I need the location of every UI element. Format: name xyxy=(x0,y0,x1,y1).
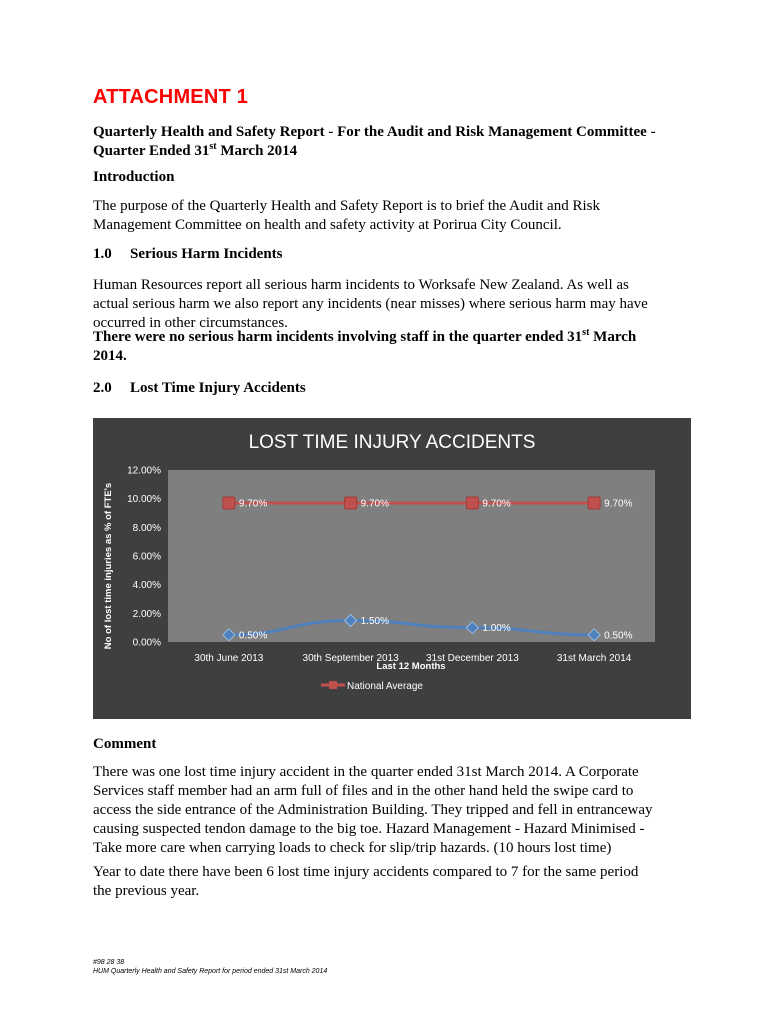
data-label: 9.70% xyxy=(238,498,268,510)
section2-heading xyxy=(93,379,693,398)
comment-paragraph xyxy=(93,763,693,858)
y-tick-label: 12.00% xyxy=(127,465,161,477)
section1-title: Serious Harm Incidents xyxy=(130,246,283,262)
x-tick-label: 31st December 2013 xyxy=(425,653,519,664)
section2-number: 2.0 xyxy=(93,380,112,396)
national-average-point xyxy=(223,497,235,509)
section1-statement-line1: There were no serious harm incidents involving staff in the quarter ended 31st March xyxy=(93,327,637,345)
y-tick-label: 10.00% xyxy=(127,494,161,506)
report-title-line2: Quarter Ended 31st March 2014 xyxy=(93,141,298,159)
lti-chart-svg xyxy=(93,418,691,719)
data-label: 9.70% xyxy=(360,498,389,510)
intro-paragraph xyxy=(93,197,693,235)
section1-paragraph xyxy=(93,276,693,333)
data-label: 1.00% xyxy=(482,623,511,635)
intro-line: The purpose of the Quarterly Health and Safety Report is to brief the Audit and Risk xyxy=(93,198,600,214)
data-label: 0.50% xyxy=(604,630,633,642)
footer-doc-number: #98 28 38 xyxy=(93,959,125,966)
section1-line: actual serious harm we also report any incidents (near misses) where serious harm may have xyxy=(93,296,648,312)
comment-line: There was one lost time injury accident in the quarter ended 31st March 2014. A Corporate xyxy=(93,764,639,780)
y-tick-label: 4.00% xyxy=(132,580,161,592)
data-label: 0.50% xyxy=(238,630,268,642)
intro-heading: Introduction xyxy=(93,169,175,185)
footer-doc-title: HUM Quarterly Health and Safety Report for period ended 31st March 2014 xyxy=(93,968,328,975)
data-label: 1.50% xyxy=(360,616,389,627)
section1-line: Human Resources report all serious harm incidents to Worksafe New Zealand. As well as xyxy=(93,277,629,293)
legend-label: National Average xyxy=(347,681,423,692)
section1-number: 1.0 xyxy=(93,246,112,262)
y-tick-label: 0.00% xyxy=(132,637,161,649)
chart-legend xyxy=(321,681,423,692)
section1-heading xyxy=(93,245,693,264)
ytd-line: the previous year. xyxy=(93,883,200,899)
comment-line: causing suspected tendon damage to the big toe. Hazard Management - Hazard Minimised - xyxy=(93,821,645,837)
attachment-title: ATTACHMENT 1 xyxy=(93,86,248,108)
x-axis-label: Last 12 Months xyxy=(376,661,446,672)
plot-area xyxy=(168,470,655,642)
comment-heading: Comment xyxy=(93,736,157,752)
national-average-point xyxy=(588,497,600,509)
y-tick-label: 8.00% xyxy=(132,522,161,534)
ytd-paragraph xyxy=(93,863,693,901)
comment-line: Services staff member had an arm full of files and in the other hand held the swipe card to xyxy=(93,783,634,799)
y-axis-label: No of lost time injuries as % of FTE's xyxy=(103,482,114,650)
section1-statement xyxy=(93,328,693,366)
footer xyxy=(93,958,327,976)
y-tick-label: 6.00% xyxy=(132,551,161,563)
national-average-point xyxy=(345,497,357,509)
data-label: 9.70% xyxy=(482,498,511,510)
section2-title: Lost Time Injury Accidents xyxy=(130,380,306,396)
report-title xyxy=(93,123,693,161)
data-label: 9.70% xyxy=(604,498,633,510)
section1-statement-line2: 2014. xyxy=(93,348,127,364)
chart-title: LOST TIME INJURY ACCIDENTS xyxy=(248,432,536,453)
legend-marker xyxy=(329,681,337,689)
national-average-point xyxy=(466,497,478,509)
y-tick-label: 2.00% xyxy=(132,608,161,620)
ytd-line: Year to date there have been 6 lost time injury accidents compared to 7 for the same period xyxy=(93,864,639,880)
intro-line: Management Committee on health and safety activity at Porirua City Council. xyxy=(93,217,562,233)
comment-line: Take more care when carrying loads to check for slip/trip hazards. (10 hours lost time) xyxy=(93,840,612,856)
x-tick-label: 30th September 2013 xyxy=(302,653,399,664)
x-tick-label: 30th June 2013 xyxy=(194,653,264,664)
comment-line: access the side entrance of the Administration Building. They tripped and fell in entranceway xyxy=(93,802,653,818)
x-tick-label: 31st March 2014 xyxy=(556,653,632,664)
report-title-line1: Quarterly Health and Safety Report - For the Audit and Risk Management Committee - xyxy=(93,124,656,140)
section1-line: occurred in other circumstances. xyxy=(93,315,288,331)
lti-chart xyxy=(93,418,691,719)
